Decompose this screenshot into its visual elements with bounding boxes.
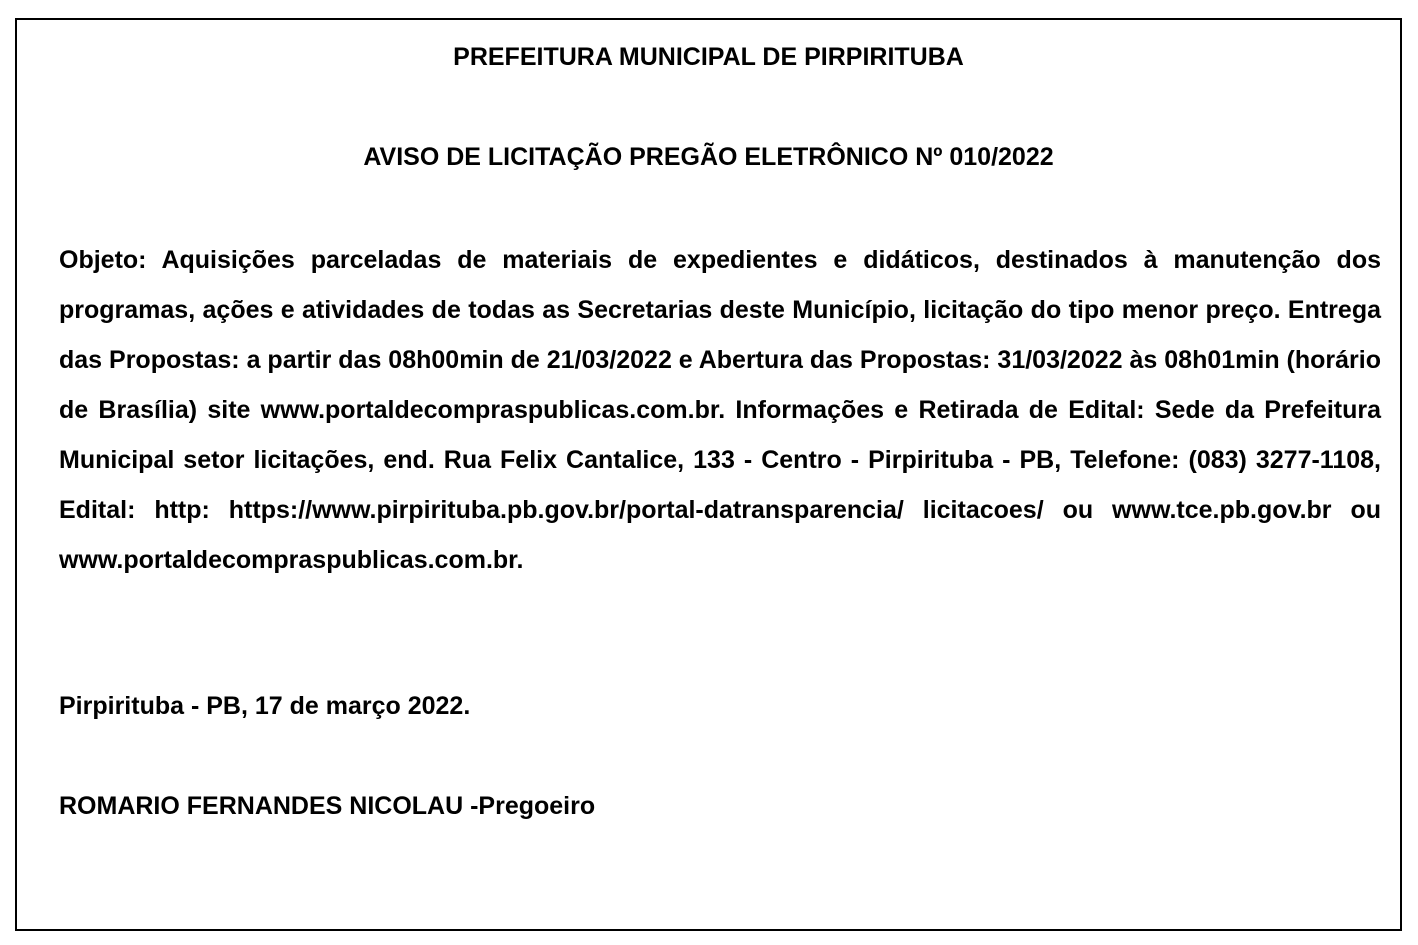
issuer-heading: PREFEITURA MUNICIPAL DE PIRPIRITUBA [453,43,964,71]
signature: ROMARIO FERNANDES NICOLAU -Pregoeiro [59,792,596,820]
notice-title: AVISO DE LICITAÇÃO PREGÃO ELETRÔNICO Nº 010/2022 [363,143,1054,171]
notice-body: Objeto: Aquisições parceladas de materiais de expedientes e didáticos, destinados à manutenção dos programas, ações e atividades de todas as Secretarias deste Município, licitação do tipo menor preço. Entrega das Propostas: a partir das 08h00min de 21/03/2022 e Abertura das Propostas: 31/03/2022 às 08h01min (horário de Brasília) site www.portaldecompraspublicas.com.br. Informações e Retirada de Edital: Sede da Prefeitura Municipal setor licitações, end. Rua Felix Cantalice, 133 - Centro - Pirpirituba - PB, Telefone: (083) 3277-1108, Edital: http: https://www.pirpirituba.pb.gov.br/portal-datransparencia/ licitacoes/ ou www.tce.pb.gov.br ou www.portaldecompraspublicas.com.br. [59,246,1381,574]
place-date: Pirpirituba - PB, 17 de março 2022. [59,692,471,720]
notice-frame [15,18,1402,931]
